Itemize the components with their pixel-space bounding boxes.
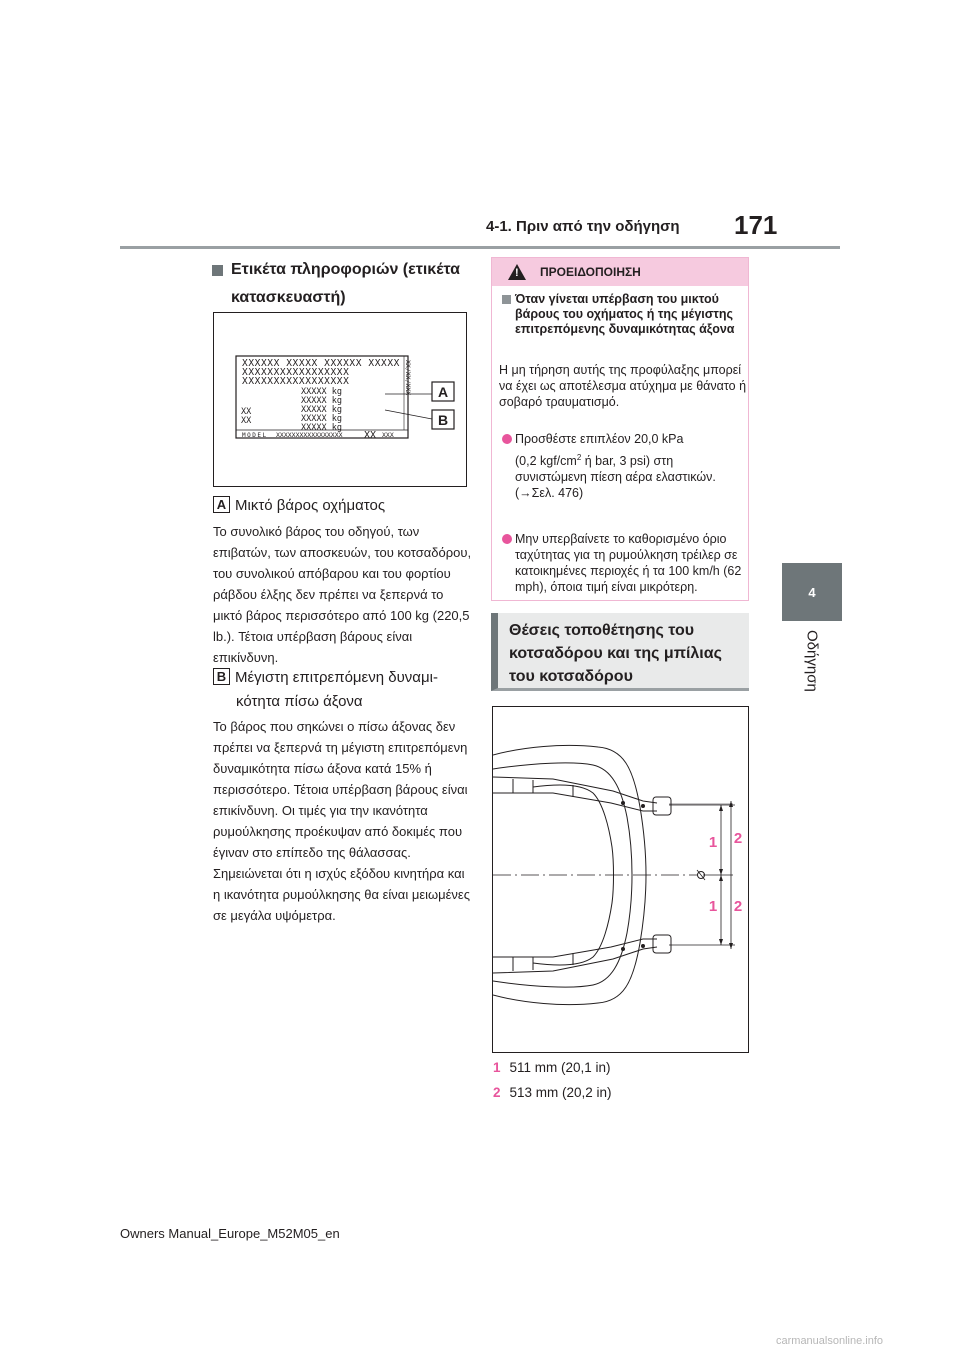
label-kg-row-4: XXXXX kg: [301, 414, 342, 424]
item-b-heading-line1: Μέγιστη επιτρεπόμενη δυναμι-: [235, 669, 438, 686]
dimension-label-2-upper: 2: [733, 830, 743, 847]
label-model-value: XXXXXXXXXXXXXXXXX: [276, 431, 343, 439]
callout-b: B: [437, 412, 449, 428]
label-vertical-text: XX/XX/XXX: [404, 360, 412, 396]
footer-text: Owners Manual_Europe_M52M05_en: [120, 1226, 340, 1241]
label-model-prefix: MODEL: [242, 432, 268, 439]
legend-text-1: 511 mm (20,1 in): [509, 1060, 611, 1075]
info-label-illustration: [214, 313, 466, 486]
warning-bullet-2-text: Μην υπερβαίνετε το καθορισμένο όριο ταχύτητας για τη ρυμούλκηση τρέιλερ σε κατοικημένες περιοχές ή τα 100 km/h (62 mph), όποια τιμή είναι μικρότερη.: [515, 532, 742, 594]
item-a-heading: [213, 494, 385, 518]
warning-bullet-1-line1: Προσθέστε επιπλέον 20,0 kPa: [515, 432, 684, 446]
warning-bullet-1: [499, 431, 743, 501]
item-b-badge: B: [213, 668, 230, 685]
watermark: carmanualsonline.info: [776, 1335, 884, 1347]
item-b-heading-line2: κότητα πίσω άξονα: [236, 693, 363, 710]
info-label-figure: [213, 312, 467, 487]
bullet-dot-icon: [502, 534, 512, 544]
label-model-big: XX: [364, 430, 377, 441]
bullet-dot-icon: [502, 434, 512, 444]
chapter-name: Οδήγηση: [803, 630, 821, 692]
warning-bullet-2: [499, 531, 743, 595]
label-axle-left-1: XX: [241, 407, 252, 417]
section-heading: 4-1. Πριν από την οδήγηση: [486, 218, 680, 235]
header-divider: [120, 246, 840, 249]
legend-item-1: [493, 1058, 611, 1078]
warning-header-text: ΠΡΟΕΙΔΟΠΟΙΗΣΗ: [540, 265, 641, 279]
dimension-label-1-lower: 1: [708, 898, 718, 915]
label-kg-row-2: XXXXX kg: [301, 396, 342, 406]
legend-number-2: 2: [493, 1085, 501, 1100]
warning-header: [492, 258, 748, 286]
warning-paragraph: Η μη τήρηση αυτής της προφύλαξης μπορεί να έχει ως αποτέλεσμα ατύχημα με θάνατο ή σοβαρό τραυματισμό.: [499, 363, 747, 409]
warning-subtitle-text: Όταν γίνεται υπέρβαση του μικτού βάρους του οχήματος ή της μέγιστης επιτρεπόμενης δυναμικότητας άξονα: [515, 292, 735, 336]
info-label-title: [214, 256, 474, 312]
label-kg-row-1: XXXXX kg: [301, 387, 342, 397]
callout-a: A: [437, 384, 449, 400]
label-kg-row-5: XXXXX kg: [301, 423, 342, 433]
chapter-label: [782, 630, 842, 730]
item-a-body: Το συνολικό βάρος του οδηγού, των επιβατών, των αποσκευών, του κοτσαδόρου, του συνολικού απόβαρου και του φορτίου ράβδου έλξης δεν πρέπει να ξεπερνά το μικτό βάρος περισσότερο από 100 kg (220,5 lb.). Τέτοια υπέρβαση βάρους είναι επικίνδυνη.: [213, 524, 472, 665]
hitch-position-diagram: [492, 706, 749, 1053]
page-number: 171: [734, 210, 778, 240]
label-row-3: XXXXXXXXXXXXXXXXX: [242, 376, 350, 387]
square-bullet-icon: [212, 265, 223, 276]
warning-bullet-1-pre: (0,2 kgf/cm: [515, 454, 577, 468]
item-b-heading: [213, 666, 438, 714]
chapter-tab: 4: [782, 563, 842, 621]
legend-item-2: [493, 1083, 612, 1103]
item-b-body: Το βάρος που σηκώνει ο πίσω άξονας δεν πρέπει να ξεπερνά τη μέγιστη επιτρεπόμενη δυναμικότητα πίσω άξονα κατά 15% ή περισσότερο. Τέτοια υπέρβαση βάρους είναι επικίνδυνη. Οι τιμές για την ικανότητα ρυμούλκησης προέκυψαν από δοκιμές που έγιναν στο επίπεδο της θάλασσας. Σημειώνεται ότι η ισχύς εξόδου κινητήρα και η ικανότητα ρυμούλκησης θα είναι μειωμένες σε μεγάλα υψόμετρα.: [213, 719, 470, 923]
warning-bullet-1-ref: (→Σελ. 476): [515, 486, 584, 500]
warning-triangle-icon: [508, 264, 526, 280]
legend-number-1: 1: [493, 1060, 501, 1075]
item-a-heading-text: Μικτό βάρος οχήματος: [235, 497, 386, 514]
square-bullet-icon: [502, 295, 511, 304]
warning-box: [491, 257, 749, 601]
warning-bullet-1-post: ή bar, 3 psi) στη συνιστώμενη πίεση αέρα ελαστικών.: [515, 454, 716, 484]
warning-subtitle: [499, 292, 739, 337]
label-row-2: XXXXXXXXXXXXXXXXX: [242, 367, 350, 378]
legend-text-2: 513 mm (20,2 in): [509, 1085, 612, 1100]
hitch-positions-heading: Θέσεις τοποθέτησης του κοτσαδόρου και της μπίλιας του κοτσαδόρου: [491, 613, 749, 691]
label-axle-left-2: XX: [241, 416, 252, 426]
item-a-badge: A: [213, 496, 230, 513]
warning-bullet-1-sup: 2: [576, 453, 582, 462]
label-model-suffix: XXX: [382, 431, 394, 439]
info-label-title-text: Ετικέτα πληροφοριών (ετικέτα κατασκευαστή): [231, 261, 460, 306]
dimension-label-1-upper: 1: [708, 834, 718, 851]
dimension-label-2-lower: 2: [733, 898, 743, 915]
label-kg-row-3: XXXXX kg: [301, 405, 342, 415]
label-row-1: XXXXXX XXXXX XXXXXX XXXXX: [242, 358, 400, 369]
hitch-position-illustration: [493, 707, 749, 1053]
